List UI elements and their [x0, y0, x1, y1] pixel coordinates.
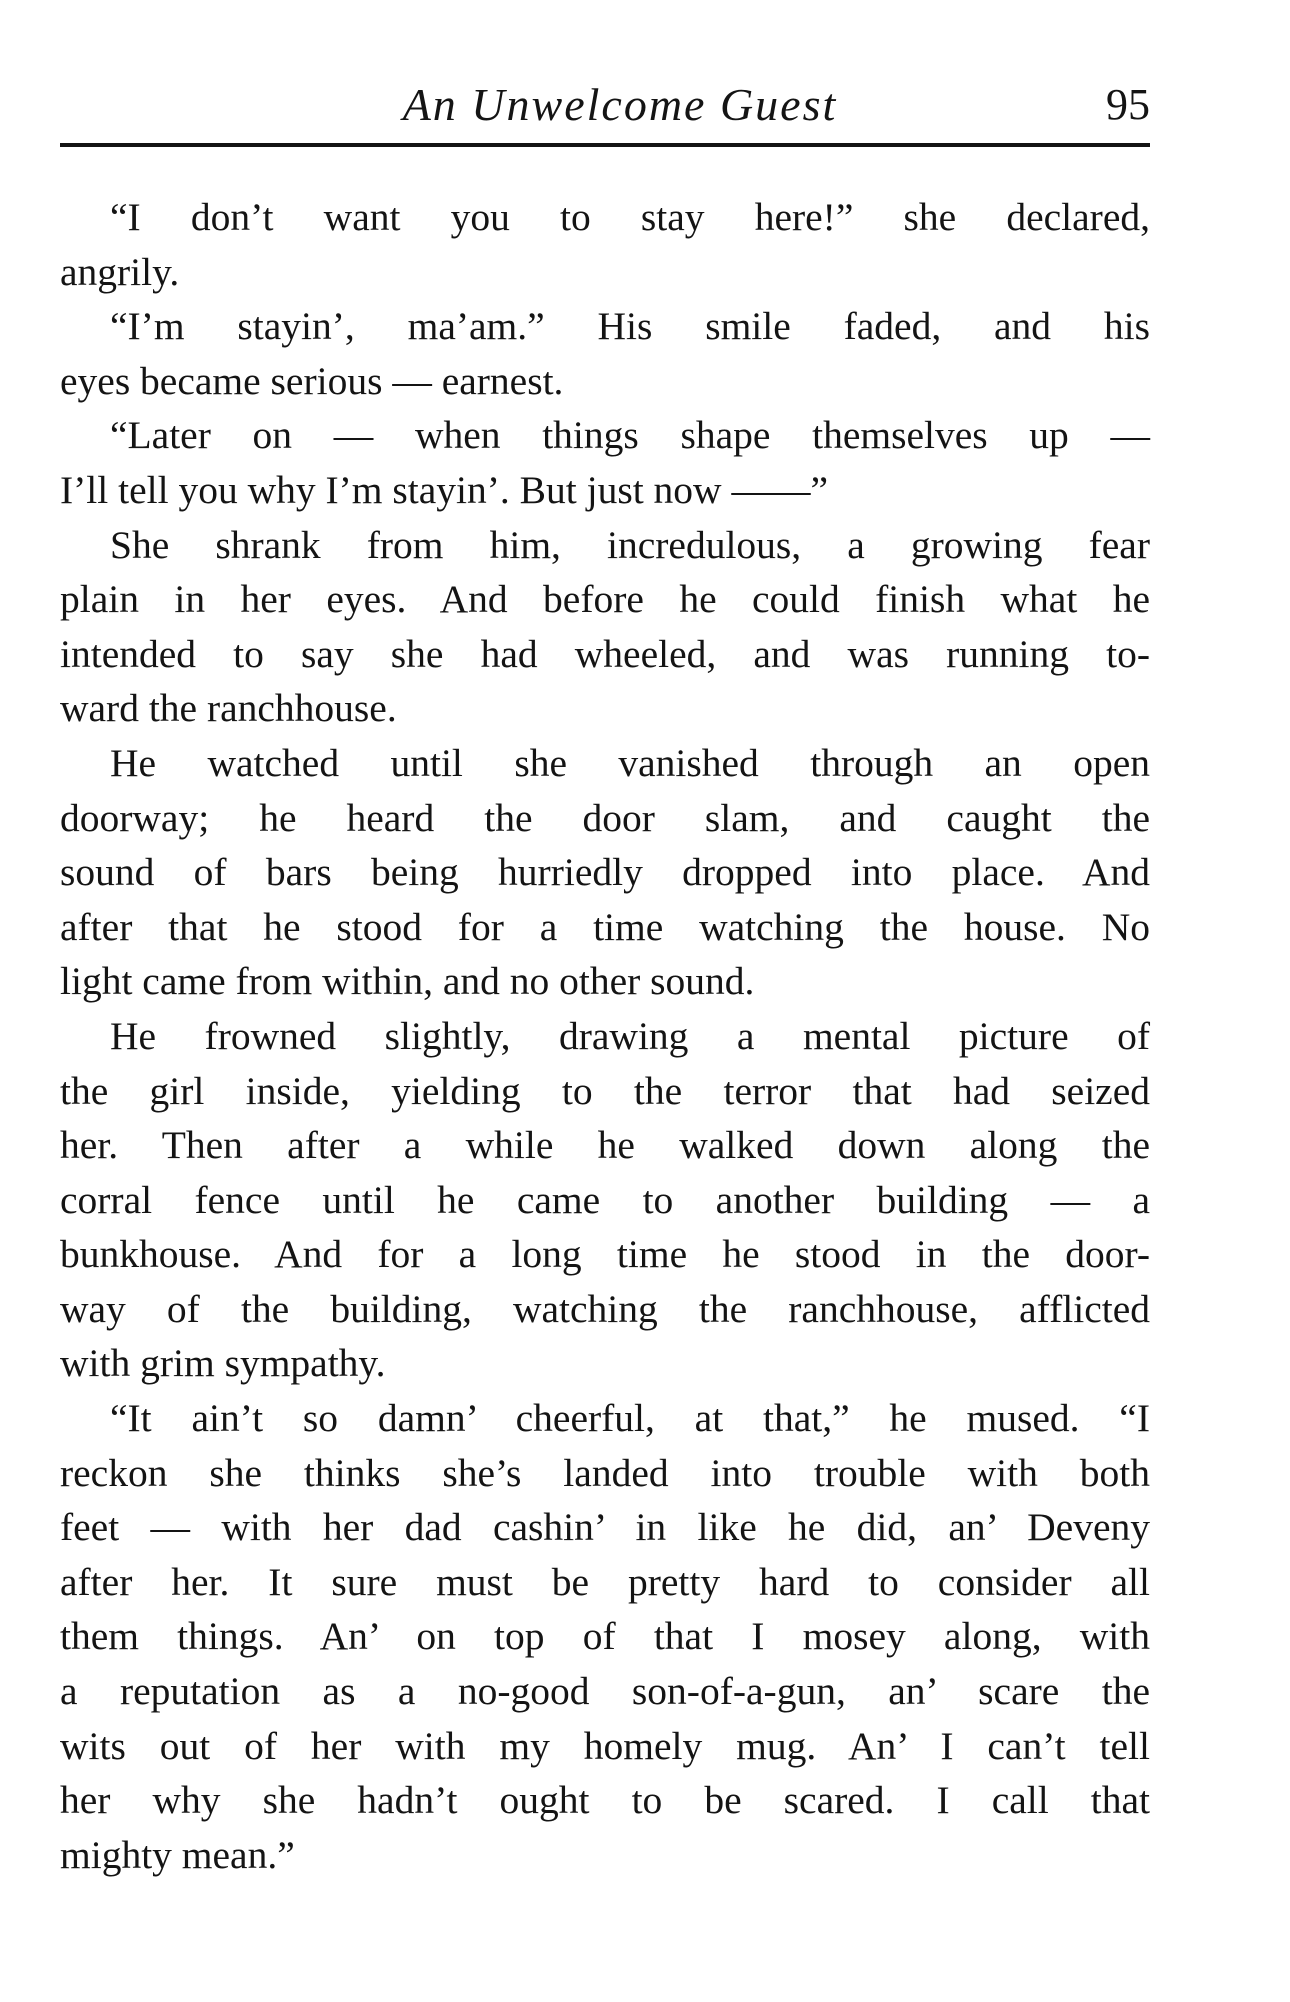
- text-line: feet — with her dad cashin’ in like he did, an’ Deveny: [60, 1505, 1150, 1550]
- text-line: ward the ranchhouse.: [60, 686, 397, 731]
- text-line: “I’m stayin’, ma’am.” His smile faded, and his: [110, 304, 1150, 349]
- text-line: wits out of her with my homely mug. An’ I can’t tell: [60, 1723, 1150, 1768]
- text-line: angrily.: [60, 249, 180, 294]
- header-rule: [60, 143, 1150, 147]
- page-header: [60, 70, 1150, 140]
- text-line: intended to say she had wheeled, and was running to-: [60, 631, 1150, 676]
- text-line: the girl inside, yielding to the terror that had seized: [60, 1068, 1150, 1113]
- text-line: doorway; he heard the door slam, and caught the: [60, 795, 1150, 840]
- running-title: An Unwelcome Guest: [402, 79, 838, 130]
- text-line: “It ain’t so damn’ cheerful, at that,” he mused. “I: [110, 1396, 1150, 1441]
- text-line: her why she hadn’t ought to be scared. I call that: [60, 1778, 1150, 1823]
- text-line: light came from within, and no other sound.: [60, 959, 755, 1004]
- page-number: 95: [1106, 80, 1150, 129]
- text-line: mighty mean.”: [60, 1832, 295, 1877]
- text-line: with grim sympathy.: [60, 1341, 386, 1386]
- paragraph: [60, 736, 1150, 1009]
- text-line: “I don’t want you to stay here!” she declared,: [110, 195, 1150, 239]
- body-text: [60, 190, 1150, 1882]
- text-line: after that he stood for a time watching the house. No: [60, 904, 1150, 949]
- text-line: “Later on — when things shape themselves up —: [110, 413, 1150, 458]
- text-line: He frowned slightly, drawing a mental picture of: [110, 1013, 1150, 1058]
- paragraph: [60, 518, 1150, 736]
- text-line: plain in her eyes. And before he could finish what he: [60, 577, 1150, 622]
- text-line: way of the building, watching the ranchhouse, afflicted: [60, 1286, 1150, 1331]
- text-line: her. Then after a while he walked down along the: [60, 1123, 1150, 1168]
- text-line: after her. It sure must be pretty hard to consider all: [60, 1559, 1150, 1604]
- paragraph: [60, 299, 1150, 408]
- text-line: reckon she thinks she’s landed into trouble with both: [60, 1450, 1150, 1495]
- text-line: She shrank from him, incredulous, a growing fear: [110, 522, 1150, 567]
- paragraph: [60, 408, 1150, 517]
- text-line: He watched until she vanished through an open: [110, 740, 1150, 785]
- paragraph: [60, 1009, 1150, 1391]
- text-line: sound of bars being hurriedly dropped into place. And: [60, 850, 1150, 895]
- paragraph: [60, 1391, 1150, 1882]
- text-line: a reputation as a no-good son-of-a-gun, an’ scare the: [60, 1669, 1150, 1714]
- paragraph: [60, 190, 1150, 299]
- text-line: bunkhouse. And for a long time he stood in the door-: [60, 1232, 1150, 1277]
- text-line: eyes became serious — earnest.: [60, 358, 564, 403]
- text-line: corral fence until he came to another building — a: [60, 1177, 1150, 1222]
- text-line: them things. An’ on top of that I mosey along, with: [60, 1614, 1150, 1659]
- text-line: I’ll tell you why I’m stayin’. But just now ——”: [60, 467, 828, 512]
